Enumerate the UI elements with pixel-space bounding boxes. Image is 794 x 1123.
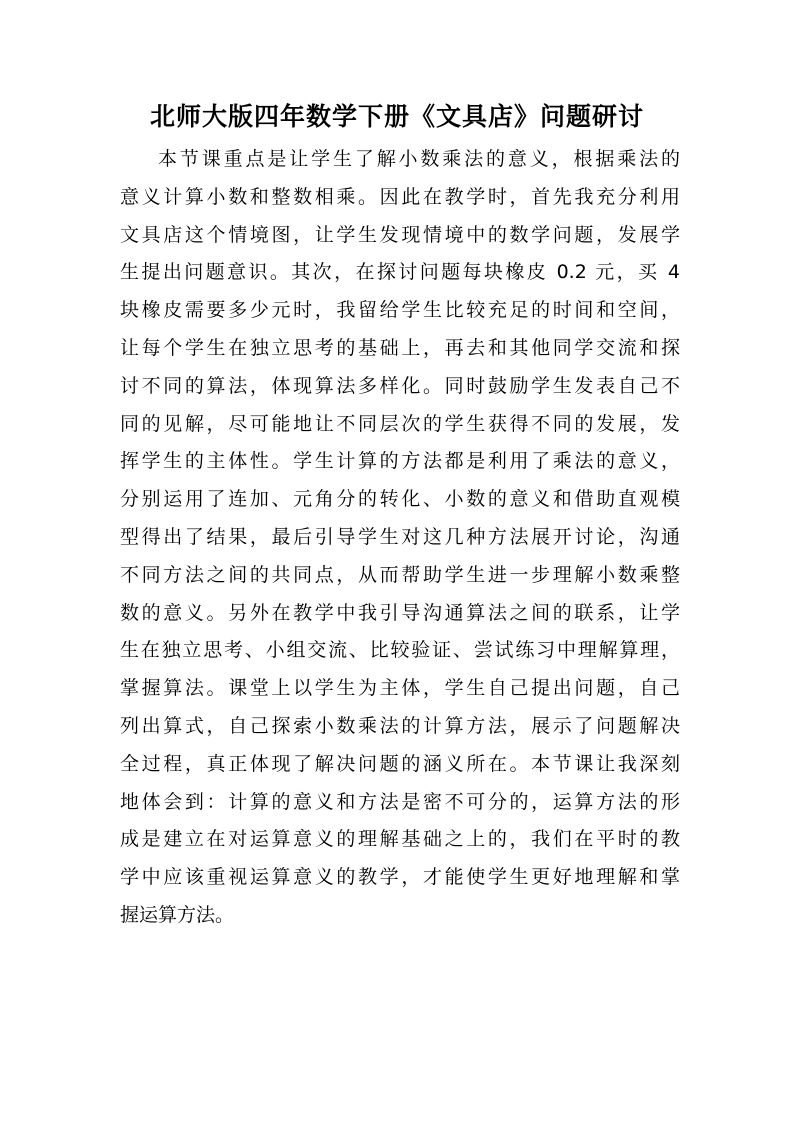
paragraph-line: 本节课重点是让学生了解小数乘法的意义，根据乘法的 [158,148,680,170]
paragraph-line: 全过程，真正体现了解决问题的涵义所在。本节课让我深刻 [120,752,680,775]
paragraph-line: 块橡皮需要多少元时，我留给学生比较充足的时间和空间， [120,299,680,322]
paragraph-line: 挥学生的主体性。学生计算的方法都是利用了乘法的意义， [120,450,680,473]
paragraph-line: 型得出了结果，最后引导学生对这几种方法展开讨论，沟通 [120,525,680,548]
paragraph-line: 分别运用了连加、元角分的转化、小数的意义和借助直观模 [120,488,680,511]
document-body [120,141,680,935]
paragraph-line: 握运算方法。 [120,903,235,926]
paragraph-line: 地体会到：计算的意义和方法是密不可分的，运算方法的形 [120,790,680,813]
paragraph-line: 学中应该重视运算意义的教学，才能使学生更好地理解和掌 [120,866,680,889]
paragraph-line: 成是建立在对运算意义的理解基础之上的，我们在平时的教 [120,828,680,851]
paragraph-line: 生在独立思考、小组交流、比较验证、尝试练习中理解算理， [120,639,680,662]
paragraph-line: 生提出问题意识。其次，在探讨问题每块橡皮 0.2 元，买 4 [120,261,680,284]
paragraph-line: 不同方法之间的共同点，从而帮助学生进一步理解小数乘整 [120,563,680,586]
paragraph-line: 同的见解，尽可能地让不同层次的学生获得不同的发展，发 [120,412,680,435]
document-title: 北师大版四年数学下册《文具店》问题研讨 [149,102,644,131]
paragraph-line: 数的意义。另外在教学中我引导沟通算法之间的联系，让学 [120,601,680,624]
paragraph-line: 文具店这个情境图，让学生发现情境中的数学问题，发展学 [120,223,680,246]
paragraph-line: 列出算式，自己探索小数乘法的计算方法，展示了问题解决 [120,714,680,737]
paragraph-line: 掌握算法。课堂上以学生为主体，学生自己提出问题，自己 [120,677,680,700]
paragraph-line: 让每个学生在独立思考的基础上，再去和其他同学交流和探 [120,336,680,359]
paragraph-line: 讨不同的算法，体现算法多样化。同时鼓励学生发表自己不 [120,374,680,397]
paragraph-line: 意义计算小数和整数相乘。因此在教学时，首先我充分利用 [120,185,680,208]
